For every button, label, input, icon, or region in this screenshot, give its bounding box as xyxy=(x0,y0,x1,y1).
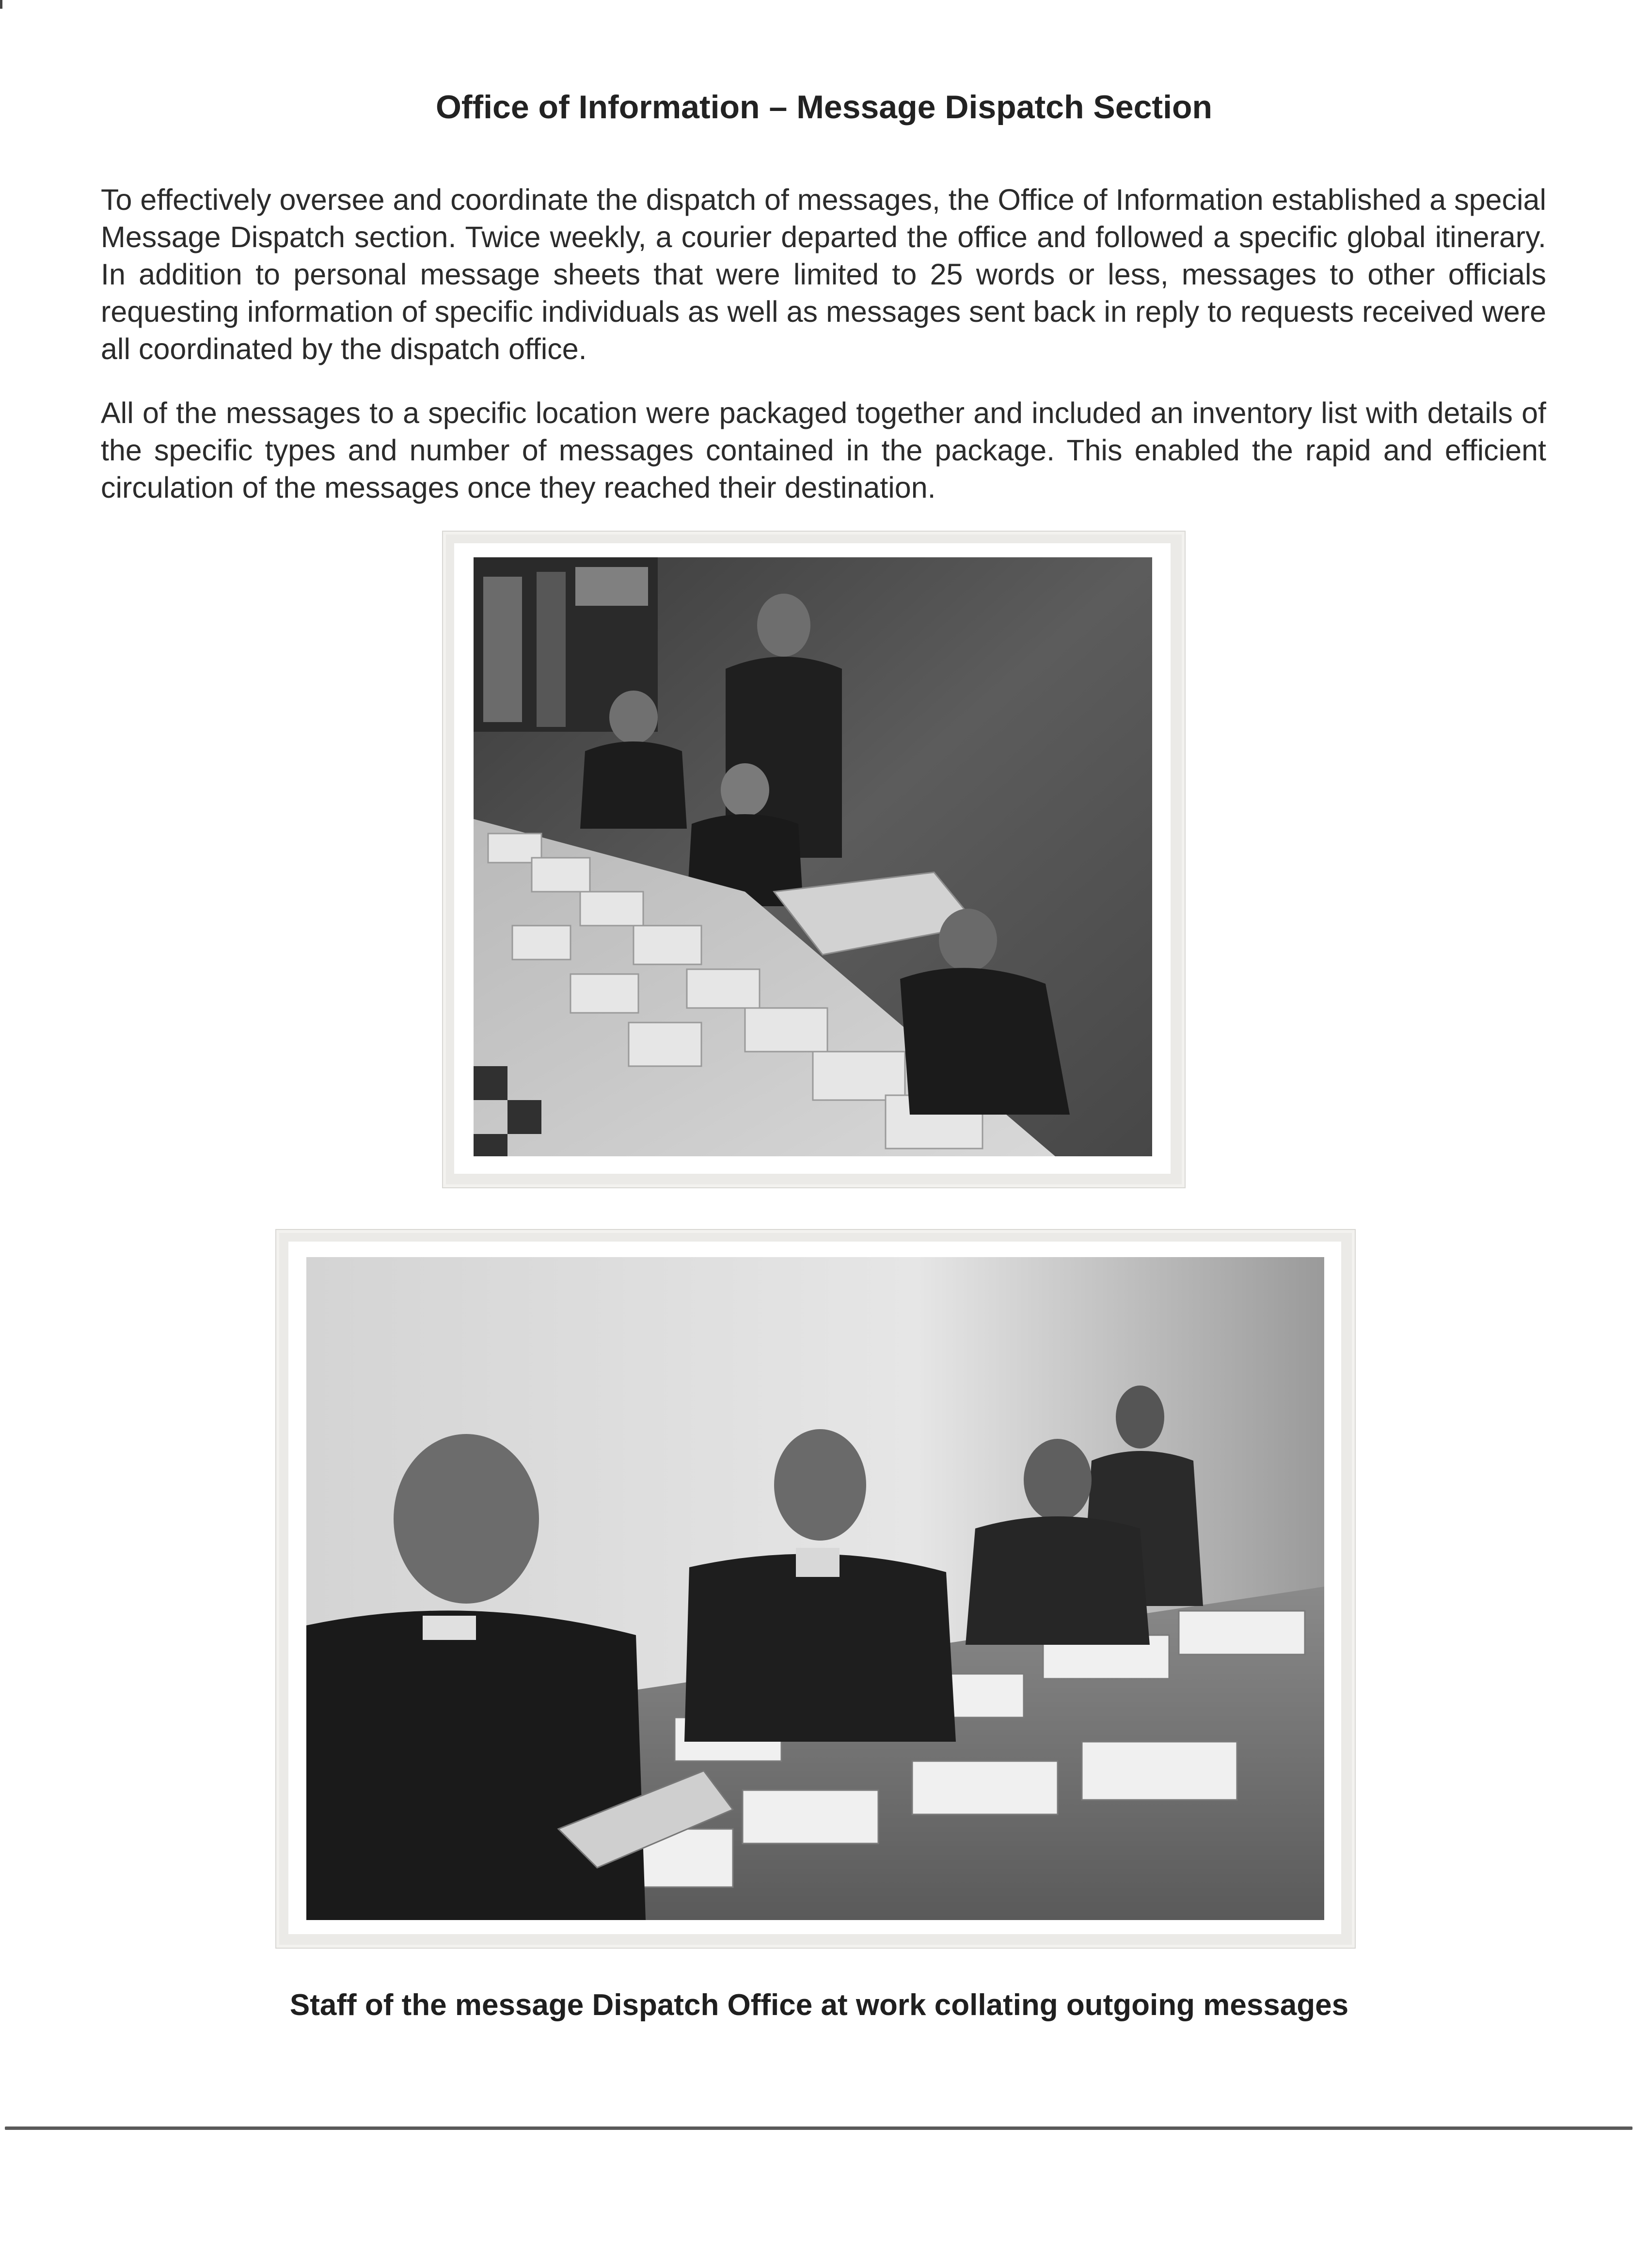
intro-paragraph: To effectively oversee and coordinate the dispatch of messages, the Office of Information established a special Message Dispatch section. Twice weekly, a courier departed the office and followed a specific global itinerary. In addition to personal message sheets that were limited to 25 words or less, messages to other officials requesting information of specific individuals as well as messages sent back in reply to requests received were all coordinated by the dispatch office. xyxy=(101,183,1546,365)
photo-caption: Staff of the message Dispatch Office at work collating outgoing messages xyxy=(289,1988,1349,2022)
packaging-paragraph: All of the messages to a specific location were packaged together and included an inventory list with details of the specific types and number of messages contained in the package. This enabled the rapid and efficient circulation of the messages once they reached their destination. xyxy=(101,396,1546,504)
scan-corner-mark xyxy=(0,0,2,9)
dispatch-room-photo-icon xyxy=(474,557,1152,1156)
photo-dispatch-room-top xyxy=(474,557,1152,1156)
photo-dispatch-desks-bottom xyxy=(306,1257,1324,1920)
bottom-divider xyxy=(5,2126,1632,2130)
dispatch-desks-photo-icon xyxy=(306,1257,1324,1920)
page-title: Office of Information – Message Dispatch Section xyxy=(435,89,1213,126)
